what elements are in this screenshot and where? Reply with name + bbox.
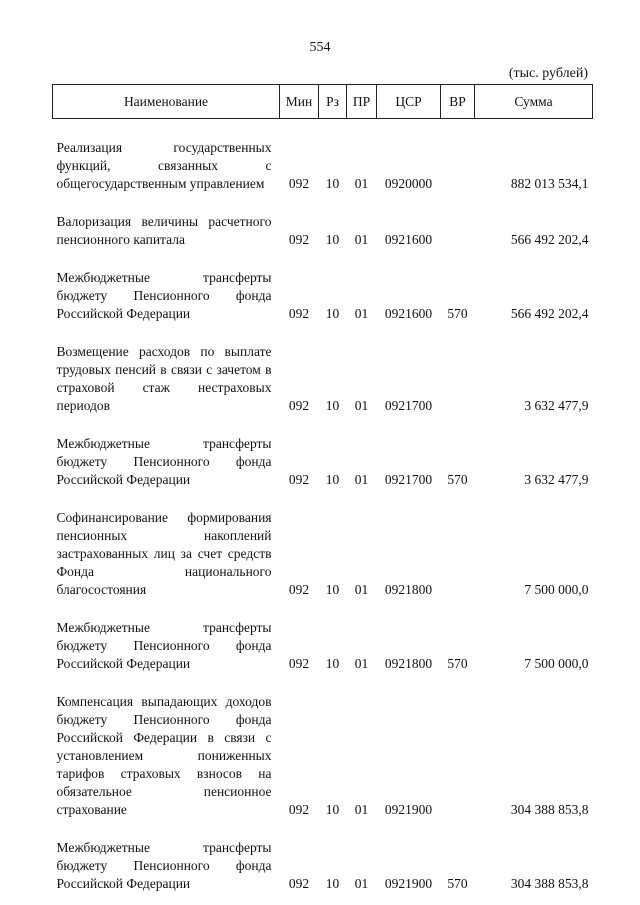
row-min: 092 bbox=[288, 176, 310, 191]
header-min: Мин bbox=[280, 85, 319, 119]
row-sum: 304 388 853,8 bbox=[510, 876, 589, 891]
row-vr: 570 bbox=[447, 306, 468, 321]
table-row bbox=[53, 139, 593, 193]
row-name: Межбюджетные трансферты бюджету Пенсионного фонда Российской Федерации bbox=[56, 270, 272, 321]
row-rz: 10 bbox=[325, 876, 340, 891]
row-rz: 10 bbox=[325, 472, 340, 487]
row-rz: 10 bbox=[325, 232, 340, 247]
row-rz: 10 bbox=[325, 306, 340, 321]
row-rz: 10 bbox=[325, 176, 340, 191]
row-pr: 01 bbox=[354, 802, 369, 817]
row-vr bbox=[441, 343, 475, 415]
table-row bbox=[53, 839, 593, 893]
row-min: 092 bbox=[288, 306, 310, 321]
table-row bbox=[53, 269, 593, 323]
row-csr: 0921800 bbox=[384, 656, 433, 671]
row-min: 092 bbox=[288, 656, 310, 671]
table-row bbox=[53, 343, 593, 415]
row-pr: 01 bbox=[354, 582, 369, 597]
row-name: Реализация государственных функций, связанных с общегосударственным управлением bbox=[56, 140, 272, 191]
row-sum: 3 632 477,9 bbox=[524, 398, 589, 413]
table-row bbox=[53, 213, 593, 249]
row-vr: 570 bbox=[447, 472, 468, 487]
row-csr: 0920000 bbox=[384, 176, 433, 191]
row-sum: 3 632 477,9 bbox=[524, 472, 589, 487]
row-pr: 01 bbox=[354, 656, 369, 671]
row-sum: 304 388 853,8 bbox=[510, 802, 589, 817]
budget-table bbox=[52, 84, 593, 893]
row-min: 092 bbox=[288, 398, 310, 413]
table-row bbox=[53, 619, 593, 673]
row-rz: 10 bbox=[325, 802, 340, 817]
page-number: 554 bbox=[309, 40, 331, 55]
row-pr: 01 bbox=[354, 398, 369, 413]
header-sum: Сумма bbox=[475, 85, 593, 119]
row-name: Возмещение расходов по выплате трудовых пенсий в связи с зачетом в страховой стаж нестраховых периодов bbox=[56, 344, 272, 413]
row-min: 092 bbox=[288, 802, 310, 817]
header-name: Наименование bbox=[53, 85, 280, 119]
row-csr: 0921700 bbox=[384, 472, 433, 487]
row-min: 092 bbox=[288, 232, 310, 247]
table-row bbox=[53, 693, 593, 819]
table-row bbox=[53, 509, 593, 599]
header-pr: ПР bbox=[347, 85, 377, 119]
row-csr: 0921600 bbox=[384, 306, 433, 321]
table-body bbox=[53, 119, 593, 894]
row-sum: 7 500 000,0 bbox=[524, 656, 589, 671]
row-name: Компенсация выпадающих доходов бюджету Пенсионного фонда Российской Федерации в связи с установлением пониженных тарифов страховых взносов на обязательное пенсионное страхование bbox=[56, 694, 272, 817]
row-vr: 570 bbox=[447, 656, 468, 671]
row-pr: 01 bbox=[354, 306, 369, 321]
row-pr: 01 bbox=[354, 232, 369, 247]
row-rz: 10 bbox=[325, 398, 340, 413]
row-name: Валоризация величины расчетного пенсионного капитала bbox=[56, 214, 272, 247]
row-vr bbox=[441, 139, 475, 193]
row-sum: 882 013 534,1 bbox=[510, 176, 589, 191]
row-sum: 566 492 202,4 bbox=[510, 306, 589, 321]
row-pr: 01 bbox=[354, 176, 369, 191]
table-header bbox=[53, 85, 593, 119]
header-vr: ВР bbox=[441, 85, 475, 119]
row-sum: 566 492 202,4 bbox=[510, 232, 589, 247]
row-name: Межбюджетные трансферты бюджету Пенсионного фонда Российской Федерации bbox=[56, 436, 272, 487]
row-csr: 0921900 bbox=[384, 876, 433, 891]
row-min: 092 bbox=[288, 876, 310, 891]
row-rz: 10 bbox=[325, 656, 340, 671]
row-name: Межбюджетные трансферты бюджету Пенсионного фонда Российской Федерации bbox=[56, 620, 272, 671]
row-vr bbox=[441, 509, 475, 599]
row-csr: 0921900 bbox=[384, 802, 433, 817]
row-rz: 10 bbox=[325, 582, 340, 597]
row-vr bbox=[441, 213, 475, 249]
row-name: Межбюджетные трансферты бюджету Пенсионного фонда Российской Федерации bbox=[56, 840, 272, 891]
row-vr bbox=[441, 693, 475, 819]
row-vr: 570 bbox=[447, 876, 468, 891]
row-sum: 7 500 000,0 bbox=[524, 582, 589, 597]
row-csr: 0921800 bbox=[384, 582, 433, 597]
row-csr: 0921600 bbox=[384, 232, 433, 247]
row-name: Софинансирование формирования пенсионных накоплений застрахованных лиц за счет средств Фонда национального благосостояния bbox=[56, 510, 272, 597]
header-csr: ЦСР bbox=[377, 85, 441, 119]
row-min: 092 bbox=[288, 582, 310, 597]
units-label: (тыс. рублей) bbox=[508, 66, 588, 81]
row-min: 092 bbox=[288, 472, 310, 487]
row-pr: 01 bbox=[354, 472, 369, 487]
table-row bbox=[53, 435, 593, 489]
row-csr: 0921700 bbox=[384, 398, 433, 413]
header-rz: Рз bbox=[319, 85, 347, 119]
row-pr: 01 bbox=[354, 876, 369, 891]
